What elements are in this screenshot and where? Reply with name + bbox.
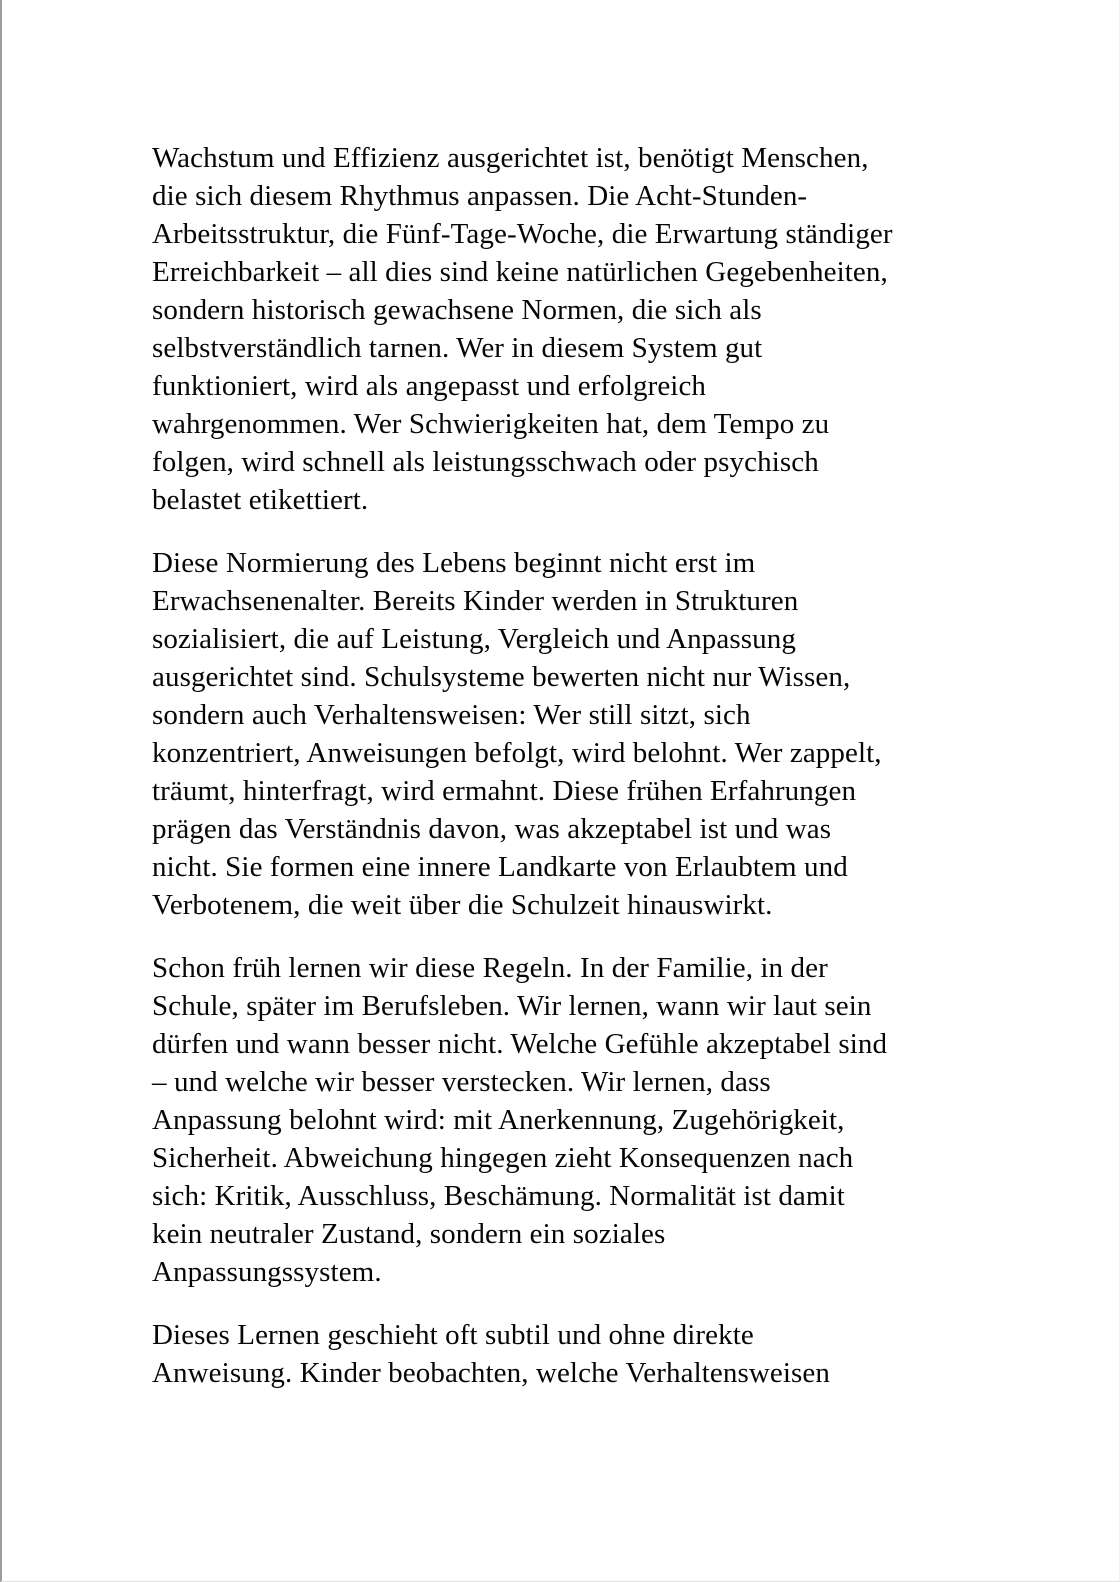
text-line: funktioniert, wird als angepasst und erfolgreich: [152, 370, 707, 402]
text-line: die sich diesem Rhythmus anpassen. Die Acht-Stunden-: [152, 180, 808, 212]
text-line: sozialisiert, die auf Leistung, Vergleich und Anpassung: [152, 623, 796, 655]
text-line: selbstverständlich tarnen. Wer in diesem System gut: [152, 332, 763, 364]
text-line: dürfen und wann besser nicht. Welche Gefühle akzeptabel sind: [152, 1028, 888, 1060]
text-line: ausgerichtet sind. Schulsysteme bewerten nicht nur Wissen,: [152, 661, 851, 693]
text-line: konzentriert, Anweisungen befolgt, wird belohnt. Wer zappelt,: [152, 737, 882, 769]
text-line: Erreichbarkeit – all dies sind keine natürlichen Gegebenheiten,: [152, 256, 888, 288]
text-line: belastet etikettiert.: [152, 484, 369, 516]
text-line: sondern historisch gewachsene Normen, die sich als: [152, 294, 762, 326]
paragraph: [152, 949, 1119, 1291]
text-line: träumt, hinterfragt, wird ermahnt. Diese frühen Erfahrungen: [152, 775, 857, 807]
text-line: nicht. Sie formen eine innere Landkarte von Erlaubtem und: [152, 851, 848, 883]
text-line: kein neutraler Zustand, sondern ein soziales: [152, 1218, 666, 1250]
text-line: sondern auch Verhaltensweisen: Wer still sitzt, sich: [152, 699, 751, 731]
text-line: Wachstum und Effizienz ausgerichtet ist, benötigt Menschen,: [152, 142, 869, 174]
text-line: Schon früh lernen wir diese Regeln. In der Familie, in der: [152, 952, 828, 984]
text-line: Verbotenem, die weit über die Schulzeit hinauswirkt.: [152, 889, 773, 921]
text-line: prägen das Verständnis davon, was akzeptabel ist und was: [152, 813, 832, 845]
paragraph: [152, 139, 1119, 519]
text-line: Anweisung. Kinder beobachten, welche Verhaltensweisen: [152, 1357, 830, 1389]
text-line: Erwachsenenalter. Bereits Kinder werden in Strukturen: [152, 585, 799, 617]
text-line: – und welche wir besser verstecken. Wir lernen, dass: [152, 1066, 771, 1098]
text-line: wahrgenommen. Wer Schwierigkeiten hat, dem Tempo zu: [152, 408, 830, 440]
text-line: Sicherheit. Abweichung hingegen zieht Konsequenzen nach: [152, 1142, 854, 1174]
text-line: sich: Kritik, Ausschluss, Beschämung. Normalität ist damit: [152, 1180, 845, 1212]
text-line: Anpassungssystem.: [152, 1256, 382, 1288]
text-line: folgen, wird schnell als leistungsschwach oder psychisch: [152, 446, 819, 478]
text-line: Schule, später im Berufsleben. Wir lernen, wann wir laut sein: [152, 990, 872, 1022]
paragraph: [152, 1316, 1119, 1392]
text-line: Diese Normierung des Lebens beginnt nicht erst im: [152, 547, 756, 579]
text-line: Arbeitsstruktur, die Fünf-Tage-Woche, die Erwartung ständiger: [152, 218, 893, 250]
page-text: [2, 0, 1119, 1392]
paragraph: [152, 544, 1119, 924]
text-line: Dieses Lernen geschieht oft subtil und ohne direkte: [152, 1319, 754, 1351]
text-line: Anpassung belohnt wird: mit Anerkennung, Zugehörigkeit,: [152, 1104, 845, 1136]
